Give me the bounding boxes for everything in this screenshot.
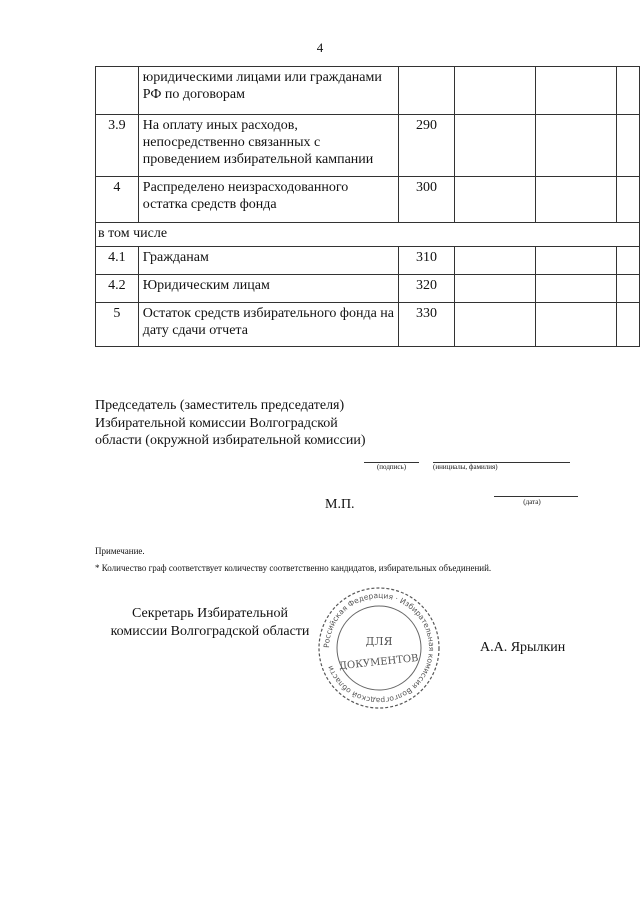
row-number xyxy=(96,67,139,115)
value-cell xyxy=(617,115,640,177)
row-number: 3.9 xyxy=(96,115,139,177)
note-title: Примечание. xyxy=(95,546,145,556)
row-description: Гражданам xyxy=(138,247,398,275)
row-number: 4.1 xyxy=(96,247,139,275)
official-seal xyxy=(316,585,442,711)
value-cell xyxy=(454,247,535,275)
value-cell xyxy=(617,303,640,347)
value-cell xyxy=(536,115,617,177)
value-cell xyxy=(617,67,640,115)
value-cell xyxy=(536,177,617,223)
report-table xyxy=(95,66,640,347)
page-number: 4 xyxy=(316,40,324,55)
row-code: 310 xyxy=(399,247,455,275)
row-description: На оплату иных расходов, непосредственно связанных с проведением избирательной кампании xyxy=(138,115,398,177)
value-cell xyxy=(536,275,617,303)
row-code: 290 xyxy=(399,115,455,177)
chairman-title: Председатель (заместитель председателя) Избирательной комиссии Волгоградской области (окружной избирательной комиссии) xyxy=(95,398,366,448)
row-code: 320 xyxy=(399,275,455,303)
row-number: 4 xyxy=(96,177,139,223)
value-cell xyxy=(454,115,535,177)
row-code xyxy=(399,67,455,115)
row-description: Распределено неизрасходованного остатка средств фонда xyxy=(138,177,398,223)
name-caption: (инициалы, фамилия) xyxy=(433,463,498,471)
table-row xyxy=(96,177,640,223)
row-number: 4.2 xyxy=(96,275,139,303)
row-description: юридическими лицами или гражданами РФ по договорам xyxy=(138,67,398,115)
table-row xyxy=(96,303,640,347)
row-code: 330 xyxy=(399,303,455,347)
seal-ring-textpath: Российская Федерация · Избирательная комиссия Волгоградской области xyxy=(321,590,437,706)
value-cell xyxy=(617,177,640,223)
note-text: * Количество граф соответствует количеству соответственно кандидатов, избирательных объединений. xyxy=(95,563,492,573)
row-description: Остаток средств избирательного фонда на дату сдачи отчета xyxy=(138,303,398,347)
table-subheader-row xyxy=(96,223,640,247)
stamp-place-label: М.П. xyxy=(325,497,355,512)
seal-inner-ring xyxy=(337,606,421,690)
value-cell xyxy=(617,247,640,275)
row-code: 300 xyxy=(399,177,455,223)
seal-center-text-2: ДОКУМЕНТОВ xyxy=(338,652,419,673)
value-cell xyxy=(454,303,535,347)
seal-center-text-1: ДЛЯ xyxy=(365,635,393,648)
table-row xyxy=(96,275,640,303)
secretary-name: А.А. Ярылкин xyxy=(480,640,566,655)
row-description: Юридическим лицам xyxy=(138,275,398,303)
subheader-cell: в том числе xyxy=(96,223,640,247)
date-line xyxy=(494,496,578,497)
value-cell xyxy=(617,275,640,303)
value-cell xyxy=(454,177,535,223)
table-row xyxy=(96,67,640,115)
table-row xyxy=(96,115,640,177)
date-caption: (дата) xyxy=(523,498,541,506)
value-cell xyxy=(536,67,617,115)
value-cell xyxy=(536,303,617,347)
secretary-title: Секретарь Избирательной комиссии Волгоградской области xyxy=(110,606,310,639)
value-cell xyxy=(454,67,535,115)
signature-caption: (подпись) xyxy=(376,463,407,471)
row-number: 5 xyxy=(96,303,139,347)
value-cell xyxy=(536,247,617,275)
table-row xyxy=(96,247,640,275)
value-cell xyxy=(454,275,535,303)
